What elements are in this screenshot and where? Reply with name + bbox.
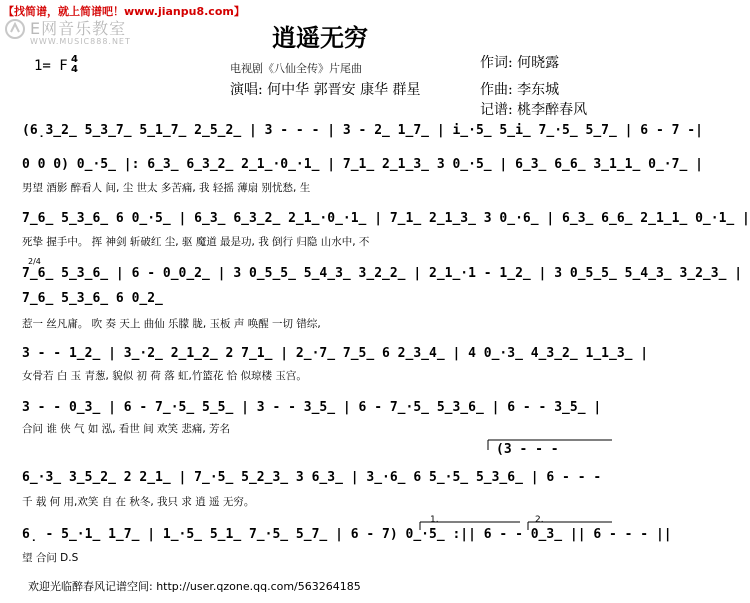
score-line-4-harmony: 7̲6̲ 5̲3̲6̲ 6 0̲2̲ (22, 291, 163, 306)
meter-top: 4 (71, 54, 78, 65)
watermark-url: WWW.MUSIC888.NET (30, 37, 131, 46)
site-banner[interactable]: 【找简谱，就上简谱吧！www.jianpu8.com】 (3, 5, 245, 18)
score-line-6: 3 - - 0̲3̲ | 6 - 7̲·5̲ 5̲5̲ | 3 - - 3̲5̲ | 6 - 7̲·5̲ 5̲3̲6̲ | 6 - - 3̲5̲ | (22, 400, 602, 415)
lyric-line-7: 千 载 何 用,欢笑 自 在 秋冬, 我只 求 逍 遥 无穷。 (22, 496, 255, 508)
score-line-7: 6̲·3̲ 3̲5̲2̲ 2 2̲1̲ | 7̲·5̲ 5̲2̲3̲ 3 6̲3̲ | 3̲·6̲ 6 5̲·5̲ 5̲3̲6̲ | 6 - - - (22, 470, 602, 485)
lyric-line-3: 死挚 握手中。 挥 神剑 斩破红 尘, 驱 魔道 最是功, 我 倒行 归隐 山水中, 不 (22, 236, 370, 248)
lyricist-credit: 作词: 何晓露 (480, 55, 560, 71)
lyric-line-5: 女骨若 白 玉 青葱, 貌似 初 荷 落 虹,竹篮花 恰 似琼楼 玉宫。 (22, 370, 307, 382)
transcriber-credit: 记谱: 桃李醉春风 (480, 102, 588, 118)
watermark-text: E网音乐教室 (30, 19, 127, 38)
score-line-1: (6̣3̲2̲ 5̲3̲7̲ 5̲1̲7̲ 2̲5̲2̲ | 3 - - - | 3 - 2̲ 1̲7̲ | i̲·5̲ 5̲i̲ 7̲·5̲ 5̲7̲ | 6 - 7 -| (22, 123, 703, 138)
lyric-line-2: 男望 酒影 醉看人 间, 尘 世太 多苦痛, 我 轻摇 薄扇 别忧愁, 生 (22, 182, 311, 194)
song-title: 逍遥无穷 (272, 23, 368, 52)
subtitle: 电视剧《八仙全传》片尾曲 (230, 62, 362, 75)
meter-bottom: 4 (71, 64, 78, 75)
lyric-line-4: 惹一 丝凡庸。 吹 奏 天上 曲仙 乐朦 胧, 玉板 声 唤醒 一切 错综, (22, 318, 321, 330)
singers-credit: 演唱: 何中华 郭晋安 康华 群星 (230, 82, 421, 98)
lyric-line-8: 望 合问 D.S (22, 552, 79, 564)
score-line-4: 7̲6̲ 5̲3̲6̲ | 6 - 0̲0̲2̲ | 3 0̲5̲5̲ 5̲4̲3̲ 3̲2̲2̲ | 2̲1̲·1 - 1̲2̲ | 3 0̲5̲5̲ 5̲4̲3̲ 3̲2̲3̲ | (22, 266, 743, 281)
volta-first: 1. (430, 515, 439, 525)
score-line-3: 7̲6̲ 5̲3̲6̲ 6 0̲·5̲ | 6̲3̲ 6̲3̲2̲ 2̲1̲·0̲·1̲ | 7̲1̲ 2̲1̲3̲ 3 0̲·6̲ | 6̲3̲ 6̲6̲ 2̲1̲1̲ 0̲·1̲ | (22, 211, 750, 226)
repeat-meter-mark: 2/4 (28, 257, 41, 266)
volta-second: 2. (535, 515, 544, 525)
lyric-line-6: 合问 谁 侠 气 如 泓, 看世 间 欢笑 悲痛, 芳名 (22, 423, 231, 435)
score-line-2: 0 0 0) 0̲·5̲ |: 6̲3̲ 6̲3̲2̲ 2̲1̲·0̲·1̲ | 7̲1̲ 2̲1̲3̲ 3 0̲·5̲ | 6̲3̲ 6̲6̲ 3̲1̲1̲ 0̲·7̲ | (22, 157, 703, 172)
key-signature: 1= F (34, 58, 68, 74)
score-line-5: 3 - - 1̲2̲ | 3̲·2̲ 2̲1̲2̲ 2 7̲1̲ | 2̲·7̲ 7̲5̲ 6 2̲3̲4̲ | 4 0̲·3̲ 4̲3̲2̲ 1̲1̲3̲ | (22, 346, 649, 361)
footer-link[interactable]: 欢迎光临醉春风记谱空间: http://user.qzone.qq.com/563264185 (28, 580, 361, 593)
coda-bracket-notes: (3 - - - (496, 442, 559, 457)
score-line-8: 6̣ - 5̲·1̲ 1̲7̲ | 1̲·5̲ 5̲1̲ 7̲·5̲ 5̲7̲ | 6 - 7) 0̲·5̲ :|| 6 - - 0̲3̲ || 6 - - - || (22, 527, 672, 542)
composer-credit: 作曲: 李东城 (480, 82, 560, 98)
